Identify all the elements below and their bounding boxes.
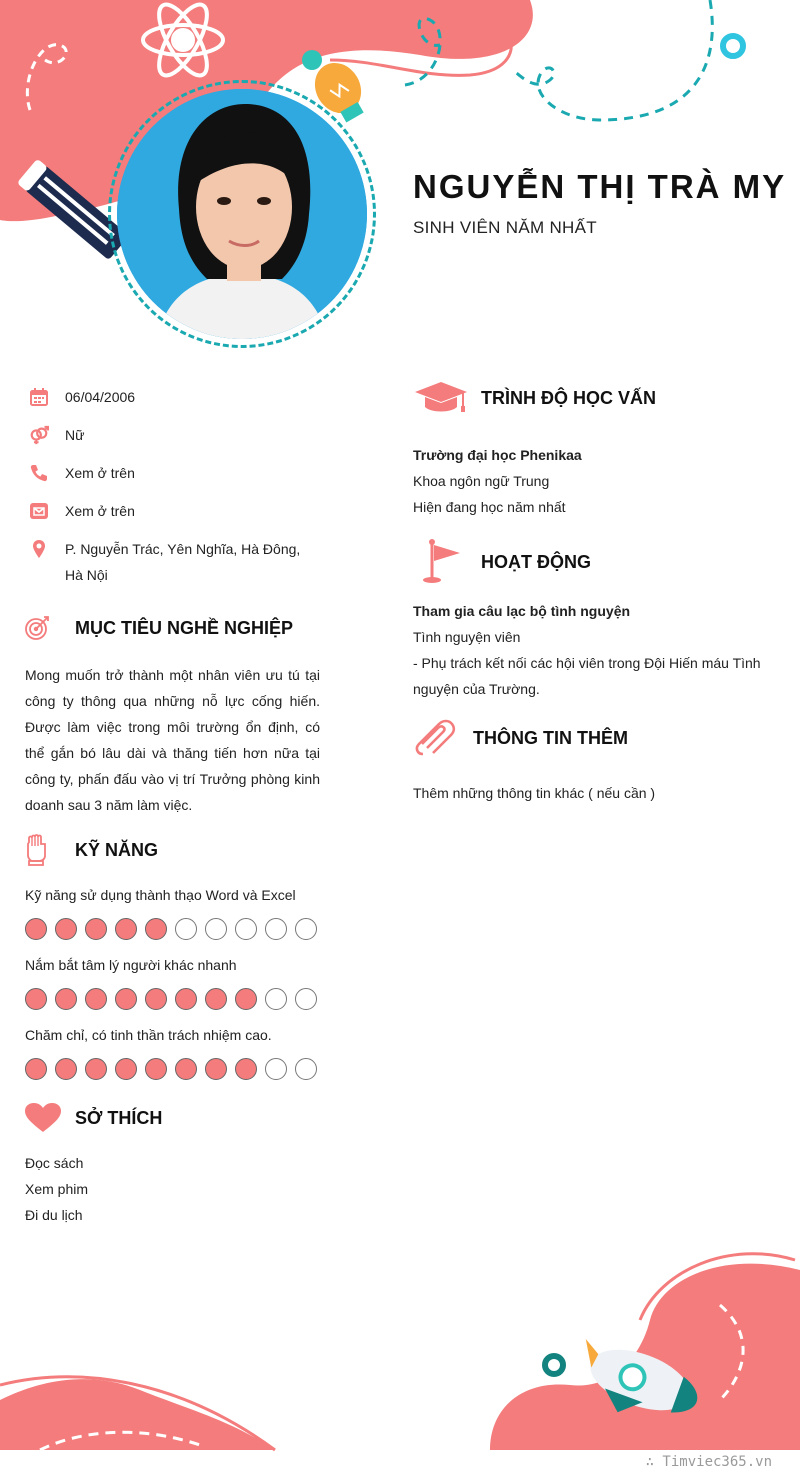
rating-dot-filled [25,988,47,1010]
rating-dot-empty [175,918,197,940]
phone-icon [25,460,65,486]
rating-dot-filled [235,988,257,1010]
education-faculty: Khoa ngôn ngữ Trung [413,473,550,489]
hobby-item: Xem phim [25,1181,89,1197]
skills-list [25,884,320,1080]
teal-ring-bottom [545,1356,563,1374]
email-icon [25,498,65,524]
graduation-cap-icon [413,380,481,416]
rating-dot-filled [205,988,227,1010]
hobby-item: Đi du lịch [25,1207,83,1223]
heart-icon [25,1103,75,1133]
teal-dot [302,50,322,70]
target-icon [25,615,75,641]
objective-text: Mong muốn trở thành một nhân viên ưu tú tại công ty thông qua những nỗ lực cống hiến. Được làm việc trong môi trường ổn định, có thể gắn bó lâu dài và thăng tiến hơn nữa tại công ty, phấn đấu vào vị trí Trưởng phòng kinh doanh sau 3 năm làm việc. [25,667,320,813]
hobby-item: Đọc sách [25,1155,84,1171]
activities-title: HOẠT ĐỘNG [481,551,591,572]
rating-dot-filled [145,988,167,1010]
left-column [25,384,320,1228]
bottom-left-blob [0,1379,275,1450]
skill-name: Chăm chỉ, có tinh thần trách nhiệm cao. [25,1027,272,1043]
education-school: Trường đại học Phenikaa [413,447,582,463]
dashed-curve-right [515,0,712,120]
education-title: TRÌNH ĐỘ HỌC VẤN [481,387,656,408]
objective-heading [25,608,320,648]
hobbies-heading [25,1098,320,1138]
activities-org: Tham gia câu lạc bộ tình nguyện [413,603,631,619]
right-column [413,376,783,806]
hobbies-title: SỞ THÍCH [75,1107,163,1128]
rating-dot-filled [205,1058,227,1080]
gender-icon [25,422,65,448]
rating-dot-filled [145,918,167,940]
fist-icon [25,834,75,866]
rating-dot-filled [235,1058,257,1080]
education-heading [413,376,783,420]
rating-dot-filled [115,1058,137,1080]
extra-title: THÔNG TIN THÊM [473,727,628,748]
rating-dot-filled [85,1058,107,1080]
education-body [413,442,783,520]
rating-dot-filled [25,1058,47,1080]
education-status: Hiện đang học năm nhất [413,499,566,515]
contact-phone [25,460,320,486]
skill-rating [25,918,320,940]
calendar-icon [25,384,65,410]
rating-dot-filled [85,918,107,940]
teal-ring [723,36,743,56]
rating-dot-filled [85,988,107,1010]
rating-dot-empty [235,918,257,940]
rating-dot-filled [115,988,137,1010]
email-value: Xem ở trên [65,503,135,519]
activities-role: Tình nguyện viên [413,629,521,645]
rating-dot-empty [265,918,287,940]
candidate-name: NGUYỄN THỊ TRÀ MY [413,168,787,205]
rating-dot-filled [175,1058,197,1080]
contact-gender [25,422,320,448]
rating-dot-filled [145,1058,167,1080]
rating-dot-empty [295,988,317,1010]
avatar-photo [117,89,367,339]
activities-heading [413,540,783,584]
birthdate-value: 06/04/2006 [65,389,136,405]
activities-desc: - Phụ trách kết nối các hội viên trong Đội Hiến máu Tình nguyện của Trường. [413,655,761,697]
rating-dot-filled [55,1058,77,1080]
extra-heading [413,716,783,760]
rating-dot-filled [55,988,77,1010]
rating-dot-filled [115,918,137,940]
skill-rating [25,988,320,1010]
address-value: P. Nguyễn Trác, Yên Nghĩa, Hà Đông, Hà Nội [65,541,301,583]
paperclip-icon [413,718,473,758]
rating-dot-empty [295,1058,317,1080]
activities-body [413,598,783,702]
skill-rating [25,1058,320,1080]
rating-dot-empty [265,988,287,1010]
avatar-frame [108,80,376,348]
candidate-title: SINH VIÊN NĂM NHẤT [413,218,597,237]
skills-title: KỸ NĂNG [75,839,159,860]
rating-dot-empty [205,918,227,940]
hobbies-list [25,1150,320,1228]
rating-dot-filled [25,918,47,940]
rating-dot-empty [295,918,317,940]
watermark-text: ∴ Timviec365.vn [645,1454,772,1470]
skill-name: Kỹ năng sử dụng thành thạo Word và Excel [25,887,296,903]
objective-title: MỤC TIÊU NGHỀ NGHIỆP [75,617,294,638]
contact-email [25,498,320,524]
extra-text: Thêm những thông tin khác ( nếu cần ) [413,785,656,801]
contact-birthdate [25,384,320,410]
flag-icon [413,539,481,585]
skills-heading [25,830,320,870]
portrait-illustration [117,89,367,339]
gender-value: Nữ [65,427,85,443]
rating-dot-filled [55,918,77,940]
location-pin-icon [25,536,65,562]
rating-dot-empty [265,1058,287,1080]
phone-value: Xem ở trên [65,465,135,481]
contact-address [25,536,320,588]
skill-name: Nắm bắt tâm lý người khác nhanh [25,957,237,973]
rating-dot-filled [175,988,197,1010]
